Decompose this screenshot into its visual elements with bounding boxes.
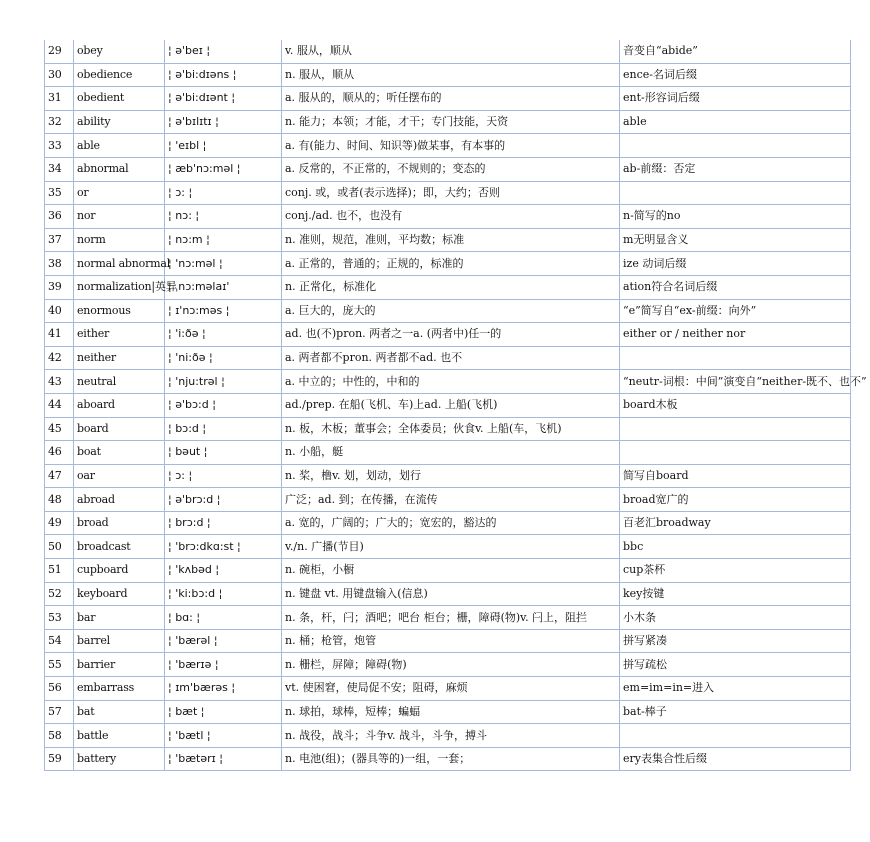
phonetic: ¦ nɔ:m ¦	[165, 228, 282, 252]
table-row	[45, 181, 851, 205]
row-number: 42	[45, 346, 74, 370]
definition: a. 服从的，顺从的；听任摆布的	[282, 87, 620, 111]
phonetic: ¦ ə'brɔ:d ¦	[165, 488, 282, 512]
word: barrier	[74, 653, 165, 677]
table-row	[45, 275, 851, 299]
row-number: 37	[45, 228, 74, 252]
word: able	[74, 134, 165, 158]
vocabulary-table	[44, 40, 867, 771]
definition: a. 两者都不pron. 两者都不ad. 也不	[282, 346, 620, 370]
word: neither	[74, 346, 165, 370]
word: broadcast	[74, 535, 165, 559]
definition: n. 准则，规范，准则，平均数；标准	[282, 228, 620, 252]
word: oar	[74, 464, 165, 488]
table-row	[45, 393, 851, 417]
table-row	[45, 417, 851, 441]
row-number: 49	[45, 511, 74, 535]
word: boat	[74, 441, 165, 465]
row-number: 44	[45, 393, 74, 417]
etymology-note: 小木条	[620, 606, 851, 630]
table-row	[45, 87, 851, 111]
phonetic: ¦ 'bærɪə ¦	[165, 653, 282, 677]
row-number: 41	[45, 323, 74, 347]
definition: a. 宽的，广阔的；广大的；宽宏的，豁达的	[282, 511, 620, 535]
etymology-note	[620, 346, 851, 370]
etymology-note	[620, 724, 851, 748]
definition: n. 战役，战斗；斗争v. 战斗，斗争，搏斗	[282, 724, 620, 748]
definition: a. 正常的，普通的；正规的，标准的	[282, 252, 620, 276]
definition: n. 键盘 vt. 用键盘输入(信息)	[282, 582, 620, 606]
etymology-note: ab-前缀：否定	[620, 157, 851, 181]
phonetic: ¦ 'nɔ:məl ¦	[165, 252, 282, 276]
definition: n. 桨，橹v. 划，划动，划行	[282, 464, 620, 488]
row-number: 33	[45, 134, 74, 158]
word: obedient	[74, 87, 165, 111]
etymology-note: key按键	[620, 582, 851, 606]
definition: n. 能力；本领；才能，才干；专门技能，天资	[282, 110, 620, 134]
phonetic: ¦ nɔ: ¦	[165, 205, 282, 229]
definition: a. 反常的，不正常的，不规则的；变态的	[282, 157, 620, 181]
phonetic: ¦ 'bærəl ¦	[165, 629, 282, 653]
row-number: 31	[45, 87, 74, 111]
table-row	[45, 724, 851, 748]
row-number: 48	[45, 488, 74, 512]
etymology-note: em=im=in=进入	[620, 677, 851, 701]
definition: n. 条，杆，闩；酒吧；吧台 柜台；栅，障碍(物)v. 闩上，阻拦	[282, 606, 620, 630]
row-number: 47	[45, 464, 74, 488]
phonetic: ¦ bæt ¦	[165, 700, 282, 724]
table-row	[45, 677, 851, 701]
row-number: 51	[45, 559, 74, 583]
definition: n. 电池(组)；(器具等的)一组，一套；	[282, 747, 620, 771]
row-number: 35	[45, 181, 74, 205]
word: keyboard	[74, 582, 165, 606]
word: bar	[74, 606, 165, 630]
vocabulary-table-body	[45, 40, 867, 771]
phonetic: ¦ bəut ¦	[165, 441, 282, 465]
phonetic: ¦ 'kʌbəd ¦	[165, 559, 282, 583]
phonetic: ¦ ə'beɪ ¦	[165, 40, 282, 63]
etymology-note: “neutr-词根：中间”演变自“neither-既不、也不”	[620, 370, 851, 394]
phonetic: ¦ ə'bɪlɪtɪ ¦	[165, 110, 282, 134]
etymology-note: 简写自board	[620, 464, 851, 488]
etymology-note: m无明显含义	[620, 228, 851, 252]
definition: n. 球拍，球棒，短棒；蝙蝠	[282, 700, 620, 724]
phonetic: ¦ bɔ:d ¦	[165, 417, 282, 441]
table-row	[45, 582, 851, 606]
etymology-note: cup茶杯	[620, 559, 851, 583]
etymology-note: ation符合名词后缀	[620, 275, 851, 299]
definition: v. 服从，顺从	[282, 40, 620, 63]
table-row	[45, 747, 851, 771]
phonetic: ¦ æb'nɔ:məl ¦	[165, 157, 282, 181]
phonetic: ¦ bɑ: ¦	[165, 606, 282, 630]
row-number: 58	[45, 724, 74, 748]
word: ability	[74, 110, 165, 134]
table-row	[45, 110, 851, 134]
table-row	[45, 629, 851, 653]
definition: 广泛；ad. 到；在传播，在流传	[282, 488, 620, 512]
definition: n. 桶；枪管，炮管	[282, 629, 620, 653]
table-row	[45, 323, 851, 347]
row-number: 34	[45, 157, 74, 181]
table-row	[45, 511, 851, 535]
etymology-note: 拼写紧凑	[620, 629, 851, 653]
table-row	[45, 205, 851, 229]
phonetic: ¦ 'eɪbl ¦	[165, 134, 282, 158]
table-row	[45, 134, 851, 158]
word: either	[74, 323, 165, 347]
definition: n. 板，木板；董事会；全体委员；伙食v. 上船(车，飞机)	[282, 417, 620, 441]
word: abroad	[74, 488, 165, 512]
word: board	[74, 417, 165, 441]
etymology-note: ery表集合性后缀	[620, 747, 851, 771]
word: embarrass	[74, 677, 165, 701]
definition: n. 服从，顺从	[282, 63, 620, 87]
definition: conj. 或，或者(表示选择)；即，大约；否则	[282, 181, 620, 205]
row-number: 29	[45, 40, 74, 63]
phonetic: ¦ 'ni:ðə ¦	[165, 346, 282, 370]
table-row	[45, 535, 851, 559]
definition: a. 中立的；中性的，中和的	[282, 370, 620, 394]
definition: n. 正常化，标准化	[282, 275, 620, 299]
phonetic: ¦ 'ki:bɔ:d ¦	[165, 582, 282, 606]
etymology-note: bbc	[620, 535, 851, 559]
phonetic: ¦ ɔ: ¦	[165, 464, 282, 488]
table-row	[45, 370, 851, 394]
table-row	[45, 441, 851, 465]
definition: ad./prep. 在船(飞机、车)上ad. 上船(飞机)	[282, 393, 620, 417]
phonetic: ¦ ə'bɔ:d ¦	[165, 393, 282, 417]
row-number: 54	[45, 629, 74, 653]
word: normal abnormal	[74, 252, 165, 276]
word: neutral	[74, 370, 165, 394]
word: barrel	[74, 629, 165, 653]
etymology-note	[620, 441, 851, 465]
etymology-note: ize 动词后缀	[620, 252, 851, 276]
table-row	[45, 299, 851, 323]
word: norm	[74, 228, 165, 252]
row-number: 52	[45, 582, 74, 606]
etymology-note	[620, 417, 851, 441]
word: cupboard	[74, 559, 165, 583]
phonetic: ¦ ɪm'bærəs ¦	[165, 677, 282, 701]
row-number: 43	[45, 370, 74, 394]
word: broad	[74, 511, 165, 535]
word: normalization|英异	[74, 275, 165, 299]
phonetic: ¦ 'brɔ:dkɑ:st ¦	[165, 535, 282, 559]
table-row	[45, 228, 851, 252]
table-row	[45, 40, 851, 63]
word: bat	[74, 700, 165, 724]
word: battle	[74, 724, 165, 748]
table-row	[45, 488, 851, 512]
etymology-note: able	[620, 110, 851, 134]
word: battery	[74, 747, 165, 771]
table-row	[45, 346, 851, 370]
word: abnormal	[74, 157, 165, 181]
etymology-note: n-简写的no	[620, 205, 851, 229]
definition: n. 碗柜，小橱	[282, 559, 620, 583]
etymology-note	[620, 134, 851, 158]
row-number: 56	[45, 677, 74, 701]
table-row	[45, 653, 851, 677]
phonetic: ¦ brɔ:d ¦	[165, 511, 282, 535]
row-number: 36	[45, 205, 74, 229]
phonetic: ¦ 'nju:trəl ¦	[165, 370, 282, 394]
phonetic: ¦ ˌnɔ:məlaɪ'	[165, 275, 282, 299]
table-row	[45, 606, 851, 630]
table-row	[45, 252, 851, 276]
row-number: 32	[45, 110, 74, 134]
etymology-note: 音变自“abide”	[620, 40, 851, 63]
word: obey	[74, 40, 165, 63]
row-number: 57	[45, 700, 74, 724]
phonetic: ¦ ə'bi:dɪəns ¦	[165, 63, 282, 87]
etymology-note: 拼写疏松	[620, 653, 851, 677]
table-row	[45, 559, 851, 583]
row-number: 50	[45, 535, 74, 559]
word: enormous	[74, 299, 165, 323]
etymology-note: broad宽广的	[620, 488, 851, 512]
row-number: 39	[45, 275, 74, 299]
row-number: 45	[45, 417, 74, 441]
table-row	[45, 63, 851, 87]
phonetic: ¦ 'bætərɪ ¦	[165, 747, 282, 771]
etymology-note: board木板	[620, 393, 851, 417]
definition: n. 小船，艇	[282, 441, 620, 465]
table-row	[45, 157, 851, 181]
definition: a. 巨大的，庞大的	[282, 299, 620, 323]
phonetic: ¦ 'bætl ¦	[165, 724, 282, 748]
row-number: 59	[45, 747, 74, 771]
definition: vt. 使困窘，使局促不安；阻碍，麻烦	[282, 677, 620, 701]
definition: conj./ad. 也不，也没有	[282, 205, 620, 229]
row-number: 40	[45, 299, 74, 323]
etymology-note	[620, 181, 851, 205]
word: aboard	[74, 393, 165, 417]
etymology-note: ence-名词后缀	[620, 63, 851, 87]
row-number: 46	[45, 441, 74, 465]
etymology-note: 百老汇broadway	[620, 511, 851, 535]
phonetic: ¦ 'i:ðə ¦	[165, 323, 282, 347]
phonetic: ¦ ə'bi:dɪənt ¦	[165, 87, 282, 111]
phonetic: ¦ ɔ: ¦	[165, 181, 282, 205]
table-row	[45, 464, 851, 488]
etymology-note: bat-棒子	[620, 700, 851, 724]
row-number: 38	[45, 252, 74, 276]
row-number: 30	[45, 63, 74, 87]
phonetic: ¦ ɪ'nɔ:məs ¦	[165, 299, 282, 323]
row-number: 55	[45, 653, 74, 677]
definition: v./n. 广播(节目)	[282, 535, 620, 559]
etymology-note: either or / neither nor	[620, 323, 851, 347]
definition: a. 有(能力、时间、知识等)做某事，有本事的	[282, 134, 620, 158]
word: obedience	[74, 63, 165, 87]
etymology-note: “e”简写自“ex-前缀：向外”	[620, 299, 851, 323]
definition: n. 栅栏，屏障；障碍(物)	[282, 653, 620, 677]
word: or	[74, 181, 165, 205]
table-row	[45, 700, 851, 724]
row-number: 53	[45, 606, 74, 630]
definition: ad. 也(不)pron. 两者之一a. (两者中)任一的	[282, 323, 620, 347]
word: nor	[74, 205, 165, 229]
etymology-note: ent-形容词后缀	[620, 87, 851, 111]
